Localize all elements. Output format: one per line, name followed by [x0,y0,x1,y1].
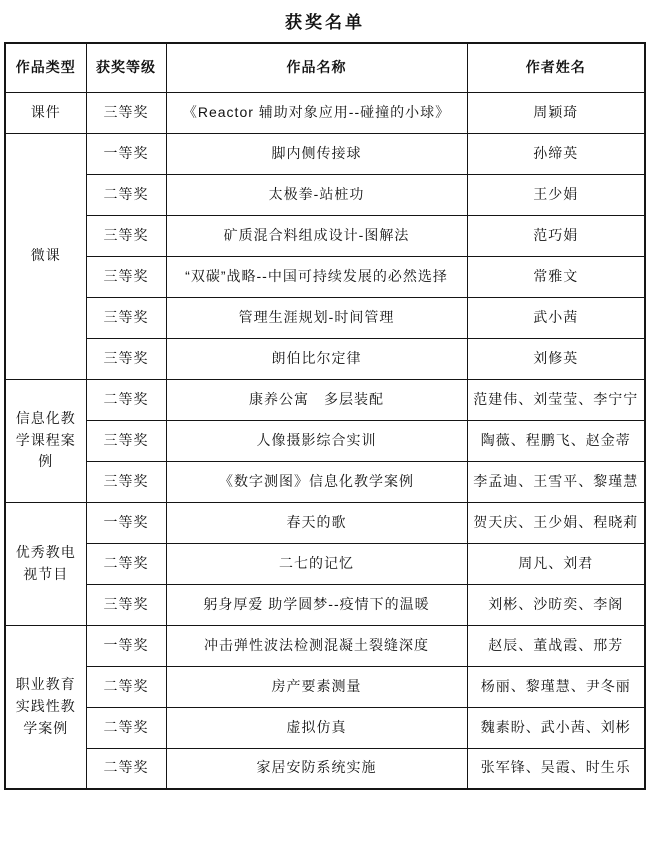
author-names-cell: 孙缔英 [467,133,645,174]
work-type-cell: 微课 [5,133,86,379]
page-title: 获奖名单 [285,13,365,32]
author-names-cell: 魏素盼、武小茜、刘彬 [467,707,645,748]
work-name-cell: 太极拳-站桩功 [166,174,467,215]
table-row [5,707,645,748]
award-level-cell: 三等奖 [86,256,166,297]
table-row [5,666,645,707]
author-names-cell: 常雅文 [467,256,645,297]
author-names-cell: 武小茜 [467,297,645,338]
work-name-cell: 人像摄影综合实训 [166,420,467,461]
column-header-work-name: 作品名称 [166,43,467,92]
work-name-cell: 脚内侧传接球 [166,133,467,174]
author-names-cell: 王少娟 [467,174,645,215]
award-level-cell: 三等奖 [86,297,166,338]
author-names-cell: 周颖琦 [467,92,645,133]
award-level-cell: 三等奖 [86,338,166,379]
table-row [5,420,645,461]
table-row [5,379,645,420]
award-level-cell: 三等奖 [86,461,166,502]
award-level-cell: 二等奖 [86,666,166,707]
table-header-row [5,43,645,92]
work-name-cell: 《数字测图》信息化教学案例 [166,461,467,502]
work-name-cell: 《Reactor 辅助对象应用--碰撞的小球》 [166,92,467,133]
author-names-cell: 贺天庆、王少娟、程晓莉 [467,502,645,543]
column-header-work-type: 作品类型 [5,43,86,92]
column-header-author-name: 作者姓名 [467,43,645,92]
table-row [5,461,645,502]
work-type-cell: 信息化教学课程案例 [5,379,86,502]
work-name-cell: 躬身厚爱 助学圆梦--疫情下的温暖 [166,584,467,625]
work-name-cell: 康养公寓 多层装配 [166,379,467,420]
work-name-cell: 虚拟仿真 [166,707,467,748]
author-names-cell: 周凡、刘君 [467,543,645,584]
author-names-cell: 陶薇、程鹏飞、赵金蒂 [467,420,645,461]
work-name-cell: 管理生涯规划-时间管理 [166,297,467,338]
author-names-cell: 李孟迪、王雪平、黎瑾慧 [467,461,645,502]
work-type-cell: 职业教育实践性教学案例 [5,625,86,789]
award-level-cell: 二等奖 [86,707,166,748]
table-body [5,92,645,789]
awards-table [4,42,646,790]
award-level-cell: 二等奖 [86,379,166,420]
author-names-cell: 赵辰、董战霞、邢芳 [467,625,645,666]
work-name-cell: 冲击弹性波法检测混凝土裂缝深度 [166,625,467,666]
table-row [5,543,645,584]
table-row [5,584,645,625]
table-row [5,297,645,338]
work-type-cell: 优秀教电视节目 [5,502,86,625]
work-name-cell: “双碳”战略--中国可持续发展的必然选择 [166,256,467,297]
table-row [5,256,645,297]
table-row [5,174,645,215]
author-names-cell: 杨丽、黎瑾慧、尹冬丽 [467,666,645,707]
award-level-cell: 二等奖 [86,174,166,215]
table-row [5,92,645,133]
author-names-cell: 刘修英 [467,338,645,379]
author-names-cell: 张军锋、吴霞、时生乐 [467,748,645,789]
work-name-cell: 朗伯比尔定律 [166,338,467,379]
award-level-cell: 一等奖 [86,625,166,666]
work-type-cell: 课件 [5,92,86,133]
award-level-cell: 二等奖 [86,543,166,584]
award-level-cell: 二等奖 [86,748,166,789]
column-header-award-level: 获奖等级 [86,43,166,92]
work-name-cell: 家居安防系统实施 [166,748,467,789]
work-name-cell: 房产要素测量 [166,666,467,707]
table-row [5,748,645,789]
author-names-cell: 范巧娟 [467,215,645,256]
work-name-cell: 春天的歌 [166,502,467,543]
award-level-cell: 三等奖 [86,584,166,625]
table-row [5,338,645,379]
award-level-cell: 三等奖 [86,420,166,461]
award-level-cell: 三等奖 [86,215,166,256]
table-row [5,133,645,174]
author-names-cell: 范建伟、刘莹莹、李宁宁 [467,379,645,420]
table-row [5,502,645,543]
award-level-cell: 三等奖 [86,92,166,133]
author-names-cell: 刘彬、沙昉奕、李阁 [467,584,645,625]
work-name-cell: 矿质混合料组成设计-图解法 [166,215,467,256]
award-level-cell: 一等奖 [86,133,166,174]
award-level-cell: 一等奖 [86,502,166,543]
work-name-cell: 二七的记忆 [166,543,467,584]
table-row [5,625,645,666]
table-row [5,215,645,256]
